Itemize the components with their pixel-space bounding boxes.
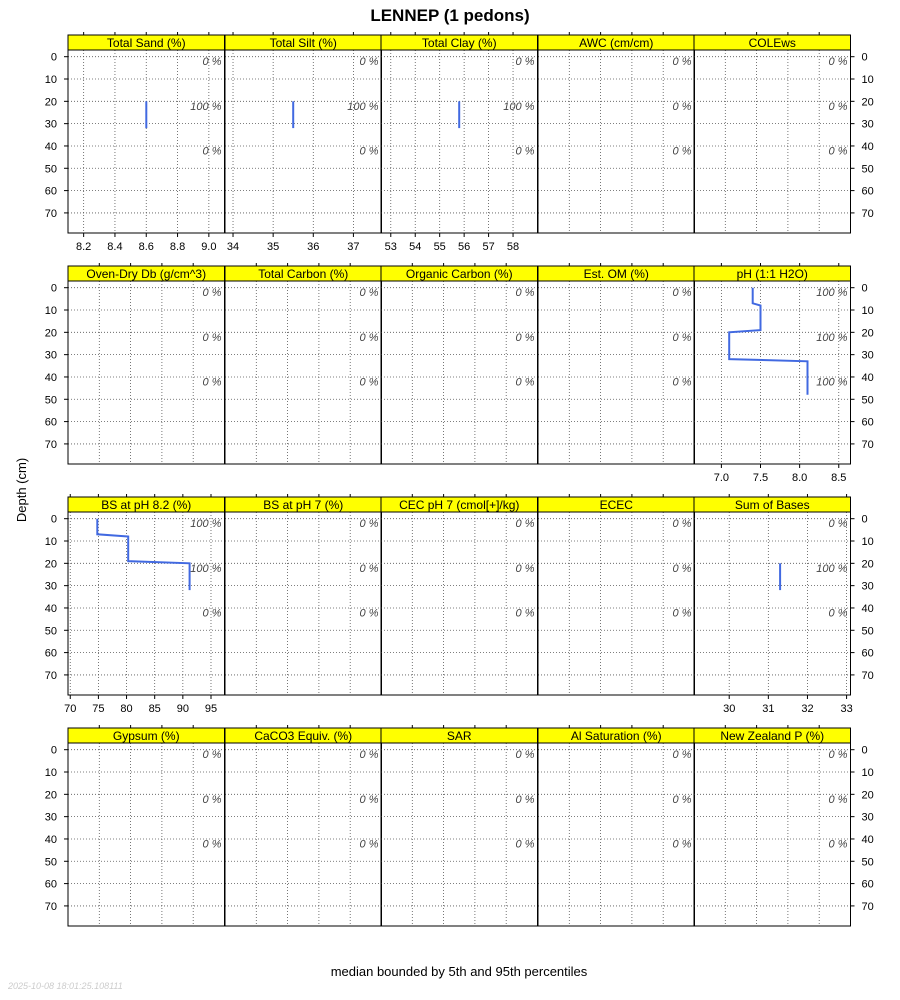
panel-frame	[538, 50, 695, 233]
y-tick-label-left: 30	[44, 811, 57, 824]
y-tick-label-right: 60	[861, 647, 874, 660]
panel-title: BS at pH 7 (%)	[263, 498, 344, 512]
y-tick-label-left: 20	[44, 327, 57, 340]
y-tick-label-left: 70	[44, 207, 57, 220]
percent-label: 0 %	[202, 56, 222, 69]
panel-frame	[225, 743, 382, 926]
y-tick-label-right: 0	[861, 744, 868, 757]
percent-label: 0 %	[672, 100, 692, 113]
y-tick-label-right: 10	[861, 767, 874, 780]
panel-2-2	[381, 494, 538, 695]
y-tick-label-left: 60	[44, 416, 57, 429]
panel-title: SAR	[446, 729, 472, 743]
y-tick-label-left: 10	[44, 536, 57, 549]
percent-label: 0 %	[672, 607, 692, 620]
y-tick-label-left: 50	[44, 856, 57, 869]
chart-footer: median bounded by 5th and 95th percentiles	[330, 964, 588, 979]
x-tick-label: 8.0	[791, 472, 808, 484]
y-tick-label-right: 50	[861, 856, 874, 869]
percent-label: 0 %	[515, 749, 535, 762]
y-tick-label-right: 40	[861, 371, 874, 384]
x-tick-label: 54	[409, 241, 422, 253]
panel-title: CEC pH 7 (cmol[+]/kg)	[399, 498, 520, 512]
percent-label: 100 %	[816, 331, 848, 344]
x-tick-label: 53	[384, 241, 397, 253]
x-tick-label: 33	[840, 703, 853, 715]
panel-title: AWC (cm/cm)	[579, 36, 654, 50]
x-tick-label: 85	[148, 703, 161, 715]
panel-frame	[694, 281, 851, 464]
panel-0-4	[694, 32, 851, 233]
x-tick-label: 95	[204, 703, 218, 715]
y-tick-label-right: 0	[861, 282, 868, 295]
panel-3-0	[68, 725, 225, 926]
y-tick-label-right: 60	[861, 185, 874, 198]
y-tick-label-right: 30	[861, 118, 874, 131]
y-tick-label-left: 50	[44, 163, 57, 176]
percent-label: 0 %	[515, 793, 535, 806]
panel-1-4	[694, 263, 851, 484]
y-tick-label-left: 0	[50, 51, 57, 64]
y-tick-label-right: 60	[861, 878, 874, 891]
x-tick-label: 58	[506, 241, 520, 253]
y-tick-label-left: 70	[44, 438, 57, 451]
percent-label: 100 %	[503, 100, 535, 113]
panel-title: pH (1:1 H2O)	[736, 267, 808, 281]
x-tick-label: 56	[458, 241, 471, 253]
percent-label: 0 %	[828, 100, 848, 113]
panel-frame	[694, 743, 851, 926]
percent-label: 0 %	[672, 749, 692, 762]
panel-3-4	[694, 725, 851, 926]
y-tick-label-right: 40	[861, 140, 874, 153]
panel-frame	[68, 281, 225, 464]
percent-label: 0 %	[672, 287, 692, 300]
panel-title: Organic Carbon (%)	[405, 267, 513, 281]
percent-label: 0 %	[672, 145, 692, 158]
percent-label: 0 %	[359, 607, 379, 620]
x-tick-label: 57	[482, 241, 495, 253]
x-tick-label: 7.0	[713, 472, 730, 484]
percent-label: 0 %	[515, 518, 535, 531]
percent-label: 0 %	[672, 331, 692, 344]
x-tick-label: 32	[801, 703, 814, 715]
x-tick-label: 8.2	[76, 241, 92, 253]
y-tick-label-left: 40	[44, 833, 57, 846]
y-tick-label-left: 30	[44, 349, 57, 362]
percent-label: 100 %	[816, 562, 848, 575]
panel-title: COLEws	[748, 36, 796, 50]
percent-label: 0 %	[515, 331, 535, 344]
y-tick-label-right: 30	[861, 349, 874, 362]
y-tick-label-right: 70	[861, 900, 874, 913]
y-tick-label-right: 20	[861, 327, 874, 340]
y-tick-label-right: 60	[861, 416, 874, 429]
percent-label: 0 %	[359, 287, 379, 300]
x-tick-label: 9.0	[201, 241, 217, 253]
percent-label: 0 %	[828, 145, 848, 158]
timestamp-watermark: 2025-10-08 18:01:25.108111	[8, 981, 123, 991]
percent-label: 0 %	[515, 145, 535, 158]
panel-frame	[68, 512, 225, 695]
y-tick-label-right: 10	[861, 305, 874, 318]
percent-label: 0 %	[359, 749, 379, 762]
x-tick-label: 35	[267, 241, 280, 253]
panel-frame	[381, 743, 538, 926]
y-tick-label-right: 50	[861, 625, 874, 638]
percent-label: 0 %	[515, 287, 535, 300]
panel-0-3	[538, 32, 695, 233]
panel-3-2	[381, 725, 538, 926]
y-tick-label-left: 40	[44, 140, 57, 153]
panel-frame	[538, 743, 695, 926]
x-tick-label: 90	[176, 703, 189, 715]
percent-label: 0 %	[672, 518, 692, 531]
x-tick-label: 55	[433, 241, 446, 253]
panel-3-3	[538, 725, 695, 926]
y-tick-label-left: 70	[44, 900, 57, 913]
panel-0-2	[381, 32, 538, 253]
y-tick-label-left: 30	[44, 580, 57, 593]
percent-label: 0 %	[202, 331, 222, 344]
percent-label: 0 %	[202, 793, 222, 806]
chart-title: LENNEP (1 pedons)	[370, 6, 530, 25]
x-tick-label: 8.4	[107, 241, 123, 253]
percent-label: 0 %	[672, 56, 692, 69]
y-tick-label-left: 0	[50, 282, 57, 295]
panel-title: CaCO3 Equiv. (%)	[254, 729, 353, 743]
panel-title: Total Sand (%)	[106, 36, 186, 50]
panel-frame	[225, 512, 382, 695]
median-line	[729, 288, 807, 395]
panel-frame	[694, 50, 851, 233]
panel-title: BS at pH 8.2 (%)	[101, 498, 192, 512]
y-tick-label-right: 40	[861, 833, 874, 846]
panel-title: Total Carbon (%)	[258, 267, 349, 281]
y-tick-label-right: 40	[861, 602, 874, 615]
percent-label: 0 %	[359, 145, 379, 158]
percent-label: 0 %	[515, 838, 535, 851]
percent-label: 0 %	[359, 56, 379, 69]
panel-frame	[694, 512, 851, 695]
percent-label: 0 %	[828, 793, 848, 806]
y-tick-label-right: 10	[861, 536, 874, 549]
x-tick-label: 8.8	[169, 241, 186, 253]
percent-label: 0 %	[515, 376, 535, 389]
percent-label: 0 %	[828, 749, 848, 762]
y-tick-label-right: 50	[861, 394, 874, 407]
y-tick-label-right: 20	[861, 96, 874, 109]
panel-2-3	[538, 494, 695, 695]
percent-label: 0 %	[359, 331, 379, 344]
panel-frame	[538, 281, 695, 464]
percent-label: 0 %	[672, 376, 692, 389]
y-tick-label-left: 20	[44, 558, 57, 571]
panel-frame	[225, 50, 382, 233]
panel-title: Sum of Bases	[734, 498, 810, 512]
y-axis-label: Depth (cm)	[14, 457, 29, 523]
percent-label: 0 %	[202, 376, 222, 389]
percent-label: 100 %	[190, 562, 222, 575]
y-tick-label-left: 50	[44, 625, 57, 638]
panel-2-1	[225, 494, 382, 695]
x-tick-label: 30	[723, 703, 736, 715]
x-tick-label: 34	[226, 241, 240, 253]
percent-label: 100 %	[190, 518, 222, 531]
y-tick-label-right: 0	[861, 51, 868, 64]
y-tick-label-left: 40	[44, 371, 57, 384]
panel-frame	[381, 512, 538, 695]
percent-label: 0 %	[515, 607, 535, 620]
y-tick-label-left: 60	[44, 185, 57, 198]
panel-1-3	[538, 263, 695, 464]
y-tick-label-left: 50	[44, 394, 57, 407]
panel-frame	[68, 743, 225, 926]
percent-label: 0 %	[672, 793, 692, 806]
y-tick-label-right: 70	[861, 207, 874, 220]
percent-label: 0 %	[672, 838, 692, 851]
y-tick-label-left: 60	[44, 878, 57, 891]
panel-title: Total Silt (%)	[269, 36, 337, 50]
percent-label: 0 %	[202, 838, 222, 851]
panel-title: ECEC	[599, 498, 633, 512]
percent-label: 0 %	[202, 145, 222, 158]
y-tick-label-right: 20	[861, 789, 874, 802]
panels-layer	[45, 32, 874, 926]
panel-frame	[225, 281, 382, 464]
x-tick-label: 31	[762, 703, 775, 715]
x-tick-label: 75	[92, 703, 105, 715]
y-tick-label-left: 10	[44, 305, 57, 318]
percent-label: 0 %	[359, 376, 379, 389]
percent-label: 0 %	[828, 838, 848, 851]
percent-label: 0 %	[202, 749, 222, 762]
percent-label: 100 %	[347, 100, 379, 113]
y-tick-label-left: 70	[44, 669, 57, 682]
panel-1-2	[381, 263, 538, 464]
panel-1-1	[225, 263, 382, 464]
percent-label: 0 %	[828, 607, 848, 620]
panel-title: Gypsum (%)	[112, 729, 180, 743]
y-tick-label-left: 20	[44, 96, 57, 109]
y-tick-label-right: 10	[861, 74, 874, 87]
percent-label: 0 %	[359, 518, 379, 531]
panel-2-0	[64, 494, 224, 715]
panel-title: Al Saturation (%)	[570, 729, 662, 743]
percent-label: 0 %	[828, 56, 848, 69]
y-tick-label-left: 0	[50, 744, 57, 757]
y-tick-label-left: 10	[44, 767, 57, 780]
percent-label: 0 %	[202, 607, 222, 620]
percent-label: 0 %	[672, 562, 692, 575]
percent-label: 0 %	[515, 56, 535, 69]
median-line	[97, 519, 189, 590]
percent-label: 0 %	[202, 287, 222, 300]
panel-0-0	[68, 32, 225, 253]
y-tick-label-right: 50	[861, 163, 874, 176]
y-tick-label-left: 30	[44, 118, 57, 131]
y-tick-label-right: 70	[861, 438, 874, 451]
panel-2-4	[694, 494, 853, 715]
x-tick-label: 7.5	[752, 472, 769, 484]
panel-title: Total Clay (%)	[421, 36, 497, 50]
x-tick-label: 70	[64, 703, 77, 715]
x-tick-label: 8.6	[138, 241, 154, 253]
percent-label: 100 %	[190, 100, 222, 113]
y-tick-label-right: 0	[861, 513, 868, 526]
y-tick-label-left: 40	[44, 602, 57, 615]
panel-0-1	[225, 32, 382, 253]
panel-frame	[381, 50, 538, 233]
x-tick-label: 37	[347, 241, 360, 253]
percent-label: 0 %	[359, 562, 379, 575]
panel-1-0	[68, 263, 225, 464]
x-tick-label: 8.5	[831, 472, 847, 484]
panel-title: New Zealand P (%)	[720, 729, 825, 743]
percent-label: 0 %	[359, 838, 379, 851]
panel-frame	[538, 512, 695, 695]
y-tick-label-left: 10	[44, 74, 57, 87]
panel-frame	[381, 281, 538, 464]
panel-3-1	[225, 725, 382, 926]
percent-label: 100 %	[816, 287, 848, 300]
y-tick-label-right: 30	[861, 811, 874, 824]
y-tick-label-left: 20	[44, 789, 57, 802]
y-tick-label-right: 30	[861, 580, 874, 593]
y-tick-label-right: 20	[861, 558, 874, 571]
percent-label: 0 %	[828, 518, 848, 531]
x-tick-label: 80	[120, 703, 133, 715]
y-tick-label-left: 60	[44, 647, 57, 660]
percent-label: 0 %	[515, 562, 535, 575]
y-tick-label-left: 0	[50, 513, 57, 526]
y-tick-label-right: 70	[861, 669, 874, 682]
panel-title: Est. OM (%)	[583, 267, 649, 281]
percent-label: 0 %	[359, 793, 379, 806]
percent-label: 100 %	[816, 376, 848, 389]
x-tick-label: 36	[307, 241, 320, 253]
panel-title: Oven-Dry Db (g/cm^3)	[86, 267, 207, 281]
